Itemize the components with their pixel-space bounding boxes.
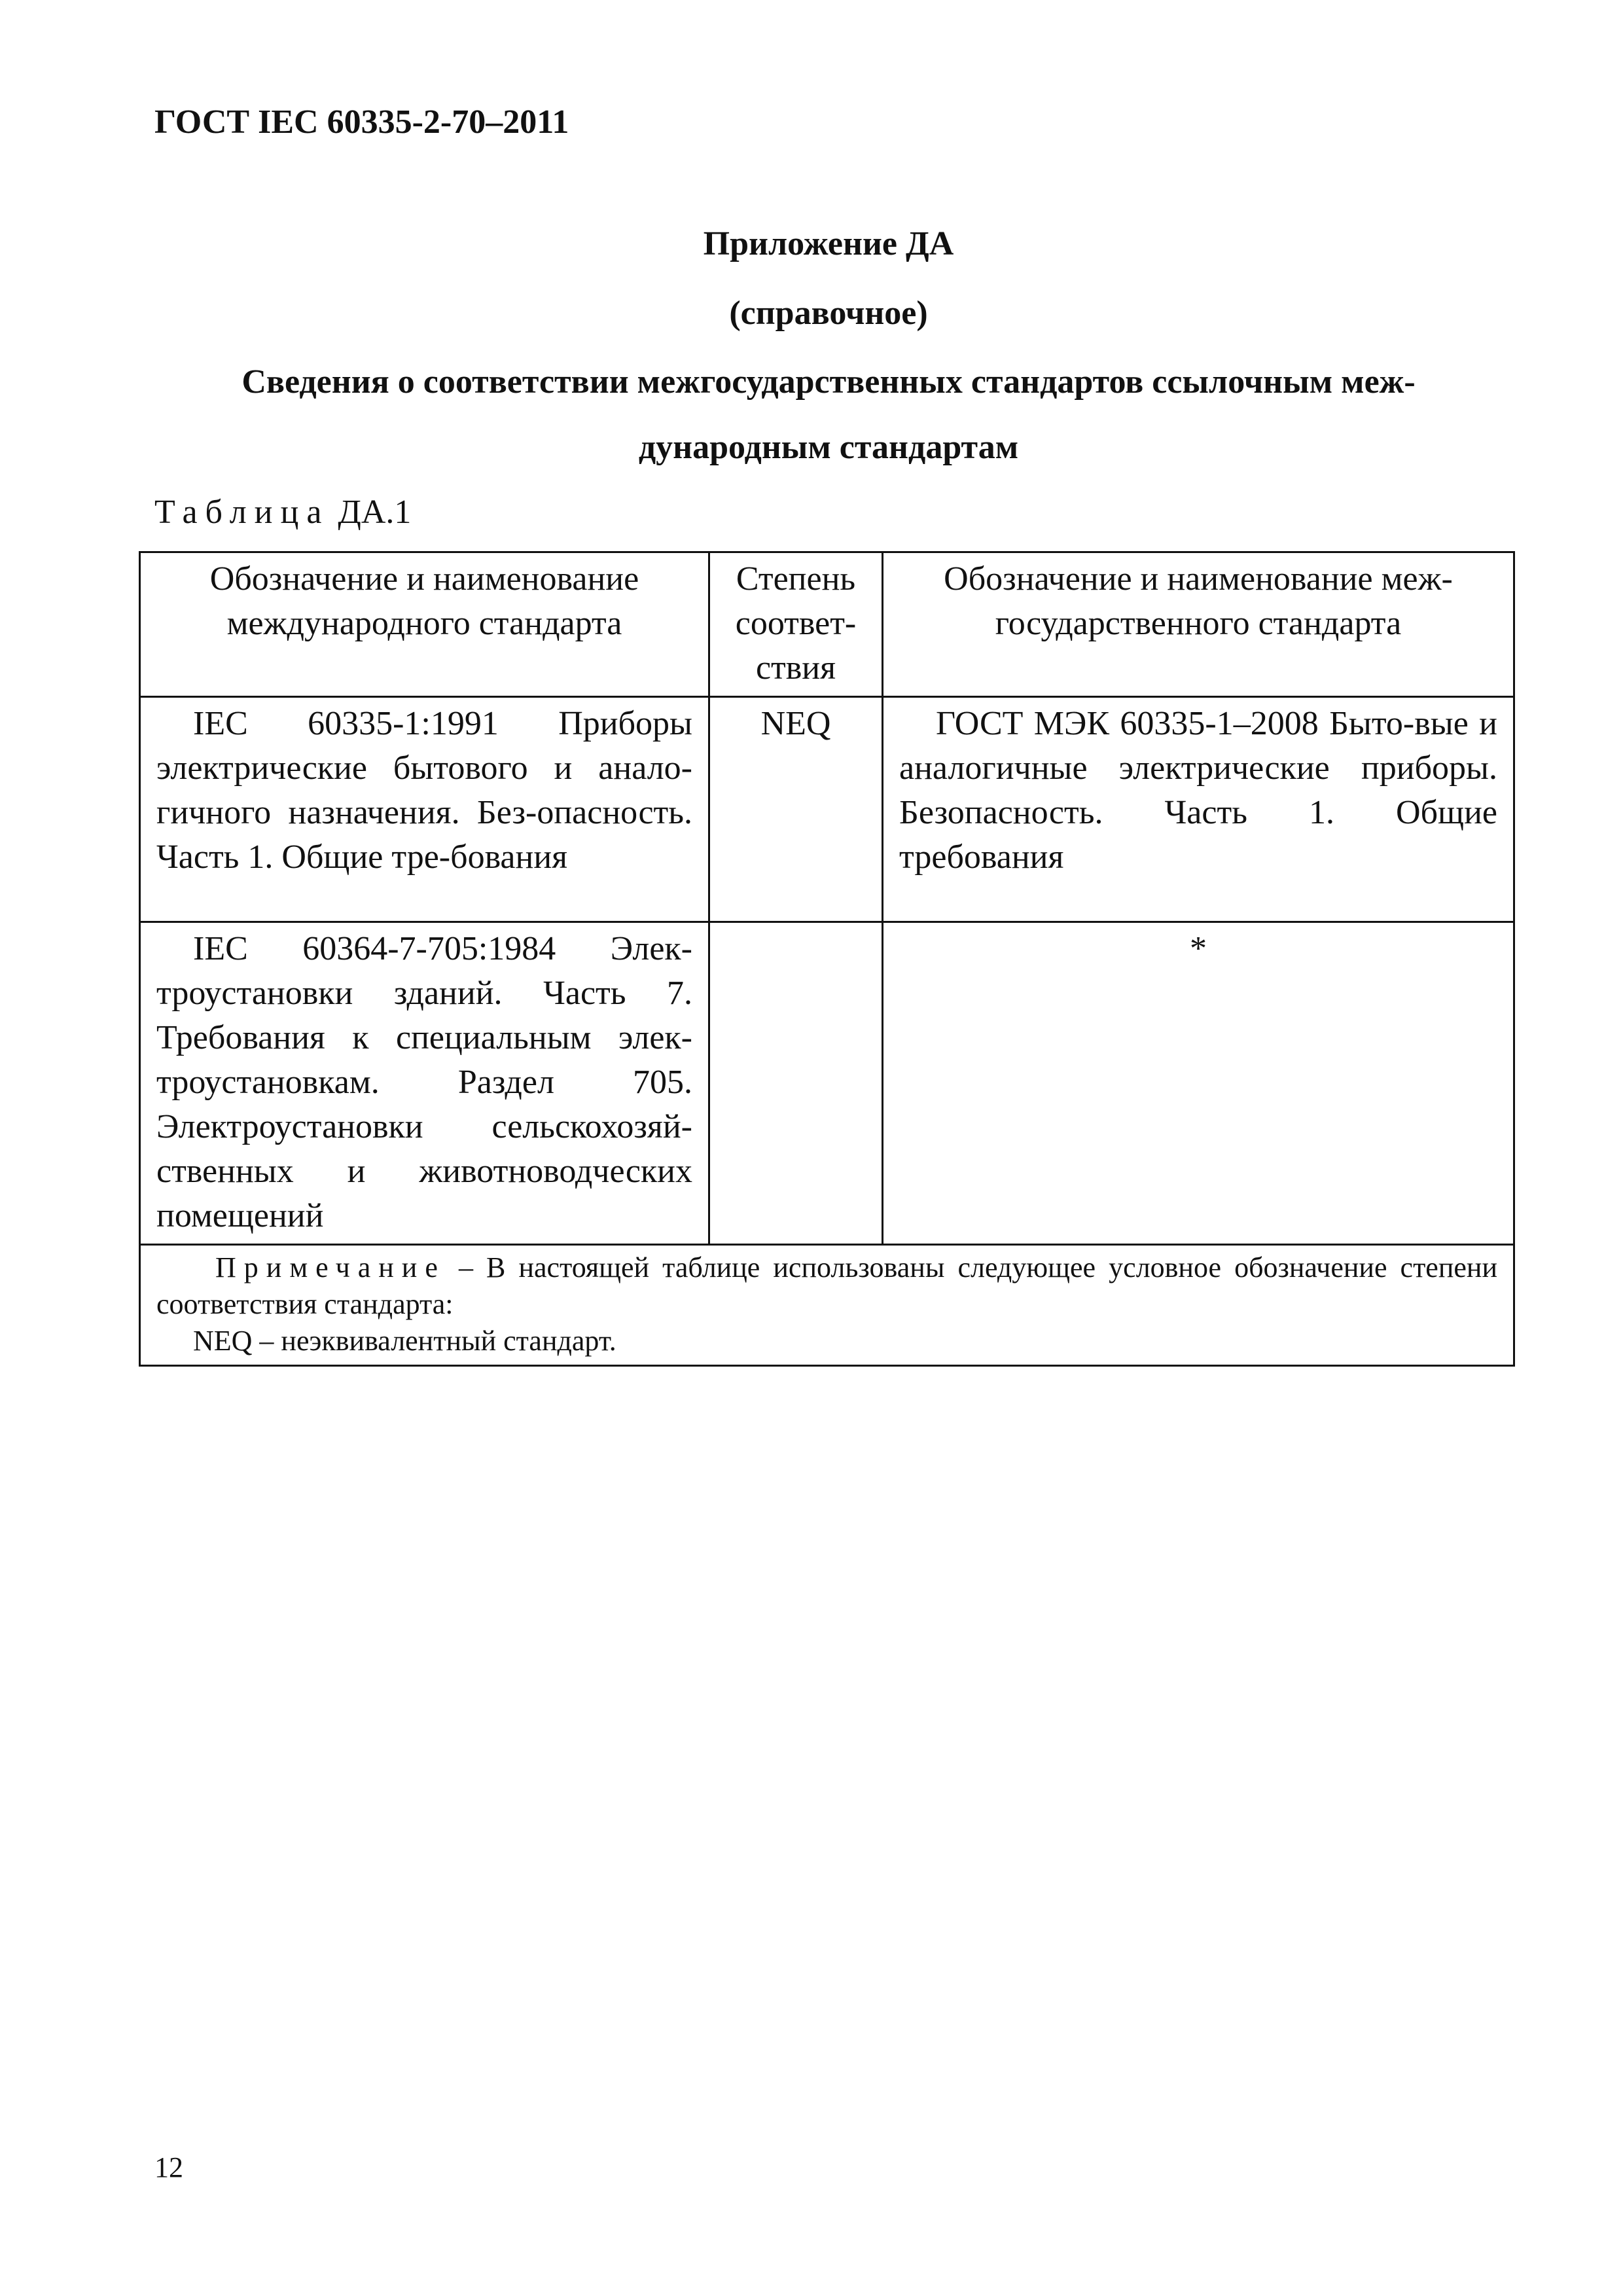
header-international-standard: Обозначение и наименование международного стандарта — [140, 552, 709, 697]
note-definition: NEQ – неэквивалентный стандарт. — [193, 1325, 616, 1357]
cell-degree: NEQ — [709, 697, 883, 922]
note-dash: – — [445, 1251, 487, 1283]
cell-degree — [709, 922, 883, 1245]
page-number: 12 — [154, 2151, 183, 2183]
table-note — [140, 1245, 1514, 1366]
annex-kind: (справочное) — [729, 295, 928, 332]
note-prefix: Примечание — [215, 1251, 446, 1283]
header-interstate-standard: Обозначение и наименование меж-государственного стандарта — [883, 552, 1514, 697]
table-row — [140, 697, 1514, 922]
table-label-number: ДА.1 — [338, 493, 412, 531]
table-header-row — [140, 552, 1514, 697]
header-degree-of-correspondence: Степень соответ-ствия — [709, 552, 883, 697]
cell-interstate-standard: * — [883, 922, 1514, 1245]
correspondence-table — [139, 551, 1515, 1367]
table-row — [140, 922, 1514, 1245]
table-note-row — [140, 1245, 1514, 1366]
note-text: В настоящей таблице использованы следующее условное обозначение степени соответствия стандарта: — [156, 1251, 1497, 1320]
annex-heading: Сведения о соответствии межгосударственных стандартов ссылочным меж-дународным стандартам — [241, 363, 1416, 466]
table-label — [154, 490, 411, 535]
note-paragraph — [156, 1249, 1497, 1323]
annex-title: Приложение ДА — [703, 225, 954, 262]
table-label-word: Таблица — [154, 493, 330, 531]
cell-international-standard: IEC 60364-7-705:1984 Элек-троустановки зданий. Часть 7. Требования к специальным элек-троустановкам. Раздел 705. Электроустановки сельскохозяй-ственных и животноводческих помещений — [140, 922, 709, 1245]
document-code: ГОСТ IEC 60335-2-70–2011 — [154, 103, 569, 141]
cell-international-standard: IEC 60335-1:1991 Приборы электрические бытового и анало-гичного назначения. Без-опасность. Часть 1. Общие тре-бования — [140, 697, 709, 922]
cell-interstate-standard: ГОСТ МЭК 60335-1–2008 Быто-вые и аналогичные электрические приборы. Безопасность. Часть 1. Общие требования — [883, 697, 1514, 922]
